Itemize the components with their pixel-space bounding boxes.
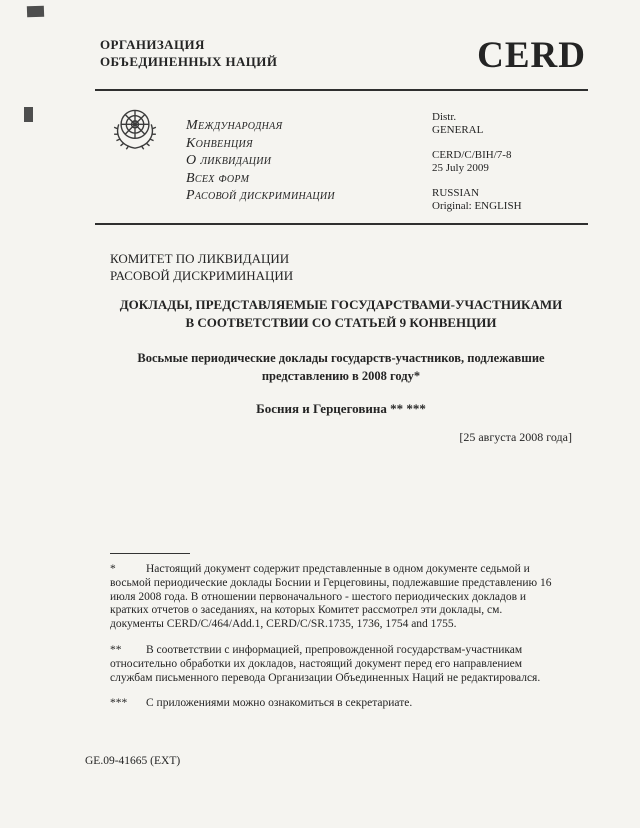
footnote-2-marker: **: [110, 643, 122, 656]
footnote-1: [110, 563, 556, 632]
footnote-1-marker: *: [110, 563, 116, 575]
title-line1: ДОКЛАДЫ, ПРЕДСТАВЛЯЕМЫЕ ГОСУДАРСТВАМИ-УЧАСТНИКАМИ: [119, 297, 563, 312]
convention-line: Международная: [186, 118, 283, 133]
convention-line: О ликвидации: [186, 153, 272, 168]
committee-line1: КОМИТЕТ ПО ЛИКВИДАЦИИ: [110, 251, 290, 266]
subtitle-line1: Восьмые периодические доклады государств-участников, подлежавшие: [137, 351, 545, 365]
convention-line: Конвенция: [186, 135, 253, 151]
footnote-1-text: Настоящий документ содержит представленные в одном документе седьмой и восьмой периодические доклады Боснии и Герцеговины, подлежавшие представлению 16 июля 2008 года. В отношении первоначального - шестого периодических докладов и кратких отчетов о заседаниях, на которых Комитет рассмотрел эти доклады, см. документы CERD/C/464/Add.1, CERD/C/SR.1735, 1736, 1754 and 1755.: [110, 563, 552, 631]
subtitle-line2: представлению в 2008 году*: [261, 369, 421, 383]
distr-value: GENERAL: [432, 123, 484, 136]
org-name-line1: ОРГАНИЗАЦИЯ: [100, 37, 205, 52]
footnotes-section: [110, 563, 556, 723]
un-emblem-icon: [106, 100, 164, 158]
footnote-3-marker: ***: [110, 697, 128, 710]
scan-artifact-left: [24, 107, 33, 122]
spacer: [432, 136, 522, 149]
committee-name: [110, 250, 293, 284]
header-rule: [95, 89, 588, 91]
spacer: [432, 174, 522, 187]
submission-date: [25 августа 2008 года]: [459, 430, 572, 444]
country-name: Босния и Герцеговина ** ***: [256, 401, 426, 416]
distr-label: Distr.: [432, 111, 457, 123]
footnote-separator: [110, 553, 190, 554]
section-rule: [95, 223, 588, 225]
convention-line: Расовой дискриминации: [186, 188, 335, 203]
convention-line: Всех форм: [186, 170, 250, 186]
title-line2: В СООТВЕТСТВИИ СО СТАТЬЕЙ 9 КОНВЕНЦИИ: [185, 315, 497, 330]
document-number: CERD/C/BIH/7-8: [432, 149, 512, 161]
document-date: 25 July 2009: [432, 161, 489, 174]
footnote-2: [110, 644, 556, 685]
doc-symbol: CERD: [477, 35, 586, 76]
footnote-2-text: В соответствии с информацией, препровожденной государствам-участникам относительно обработки их докладов, настоящий документ перед его направлением службам письменного перевода Организации Объединенных Наций не редактировался.: [110, 643, 541, 684]
document-title: [110, 296, 572, 332]
committee-line2: РАСОВОЙ ДИСКРИМИНАЦИИ: [110, 268, 294, 283]
distribution-block: [432, 111, 522, 212]
org-name-line2: ОБЪЕДИНЕННЫХ НАЦИЙ: [100, 54, 278, 69]
convention-title: [186, 117, 335, 205]
document-reference-code: GE.09-41665 (EXT): [85, 755, 181, 767]
document-language: RUSSIAN: [432, 187, 480, 199]
document-subtitle: [110, 349, 572, 385]
footnote-3-text: С приложениями можно ознакомиться в секретариате.: [146, 697, 413, 710]
scan-artifact-top: [27, 6, 44, 18]
footnote-3: [110, 697, 556, 711]
original-language: Original: ENGLISH: [432, 199, 522, 212]
org-name: [100, 36, 277, 70]
